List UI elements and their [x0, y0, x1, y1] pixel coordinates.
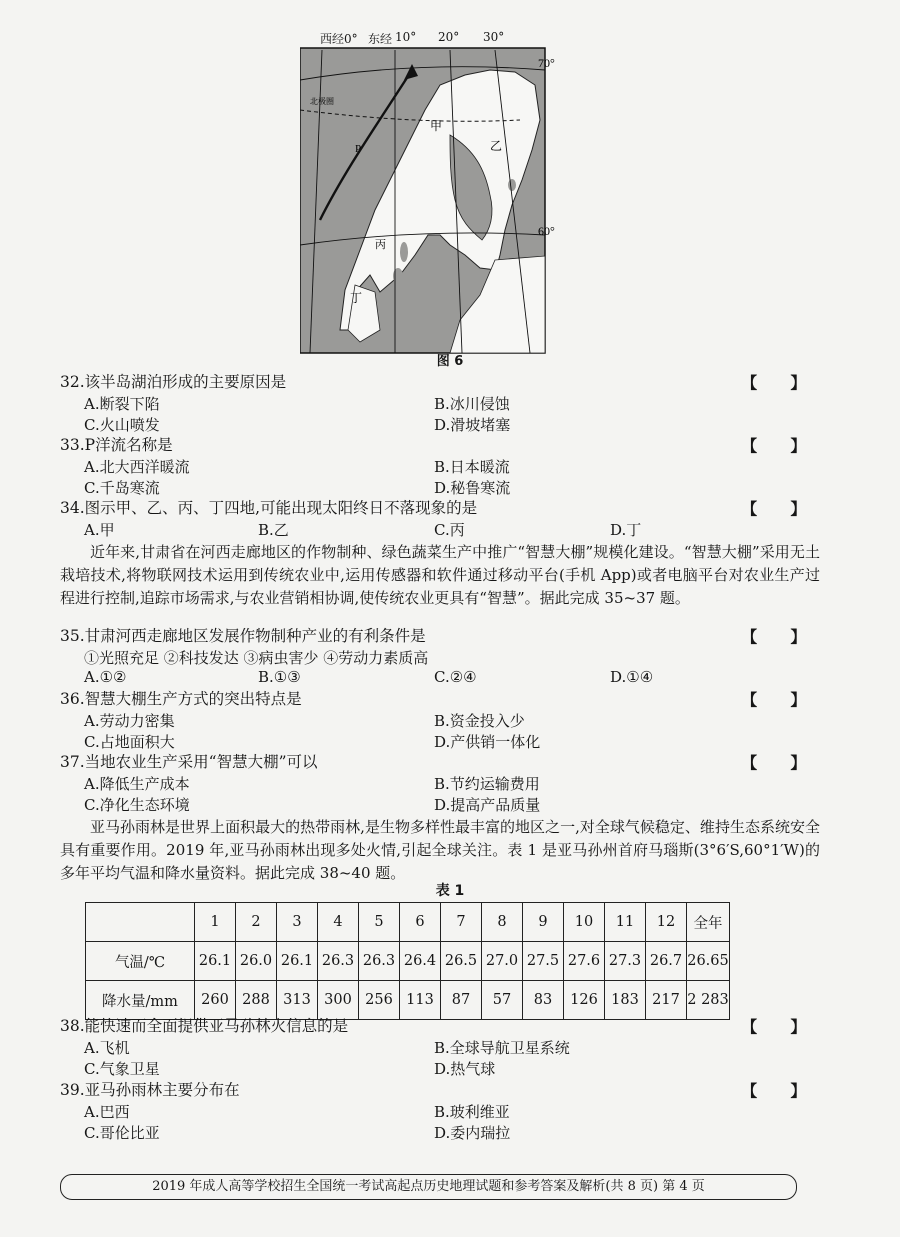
precipitation-row: [86, 981, 730, 1020]
lat-70-label: 70°: [538, 56, 555, 70]
question-stem: 36.智慧大棚生产方式的突出特点是: [60, 690, 302, 708]
row-label: 降水量/mm: [86, 981, 195, 1020]
option-c[interactable]: C.丙: [434, 521, 465, 539]
month-header: 1: [195, 903, 236, 942]
question-stem: 33.P洋流名称是: [60, 436, 173, 454]
statement-list: ①光照充足 ②科技发达 ③病虫害少 ④劳动力素质高: [84, 649, 429, 667]
question-34: [60, 498, 820, 519]
answer-bracket[interactable]: 【 】: [741, 373, 820, 392]
table-cell: 288: [236, 981, 277, 1020]
month-header: 8: [482, 903, 523, 942]
climate-table: [85, 902, 730, 1020]
answer-bracket[interactable]: 【 】: [741, 627, 820, 646]
table-cell: 26.1: [277, 942, 318, 981]
question-32: [60, 372, 820, 393]
figure-caption: 图 6: [436, 354, 464, 369]
table-cell: 113: [400, 981, 441, 1020]
option-b[interactable]: B.日本暖流: [434, 458, 510, 476]
label-p: P: [355, 143, 362, 155]
option-a[interactable]: A.①②: [84, 668, 127, 686]
map-svg: [300, 30, 570, 370]
answer-bracket[interactable]: 【 】: [741, 753, 820, 772]
month-header: 3: [277, 903, 318, 942]
month-header: 4: [318, 903, 359, 942]
option-c[interactable]: C.气象卫星: [84, 1060, 160, 1078]
arctic-circle-label: 北极圈: [310, 97, 334, 106]
question-stem: 35.甘肃河西走廊地区发展作物制种产业的有利条件是: [60, 627, 426, 645]
table-cell: 27.3: [605, 942, 646, 981]
table-cell: 27.6: [564, 942, 605, 981]
option-a[interactable]: A.甲: [84, 521, 115, 539]
lake: [400, 242, 408, 262]
option-d[interactable]: D.委内瑞拉: [434, 1124, 511, 1142]
answer-bracket[interactable]: 【 】: [741, 436, 820, 455]
option-b[interactable]: B.全球导航卫星系统: [434, 1039, 570, 1057]
option-b[interactable]: B.乙: [258, 521, 289, 539]
month-header: 2: [236, 903, 277, 942]
month-header: 7: [441, 903, 482, 942]
lon-20-label: 20°: [438, 30, 460, 44]
table-header-row: [86, 903, 730, 942]
option-b[interactable]: B.节约运输费用: [434, 775, 540, 793]
question-stem: 32.该半岛湖泊形成的主要原因是: [60, 373, 287, 391]
table-cell: 87: [441, 981, 482, 1020]
question-stem: 38.能快速而全面提供亚马孙林火信息的是: [60, 1017, 349, 1035]
table-cell: 26.3: [318, 942, 359, 981]
table-cell: 313: [277, 981, 318, 1020]
label-bing: 丙: [375, 238, 386, 251]
table-cell: 260: [195, 981, 236, 1020]
table-cell: 26.65: [687, 942, 730, 981]
month-header: 全年: [687, 903, 730, 942]
table-cell: 83: [523, 981, 564, 1020]
lake: [519, 205, 525, 215]
lon-0-label: 西经0°: [320, 32, 358, 46]
table-cell: 126: [564, 981, 605, 1020]
option-c[interactable]: C.净化生态环境: [84, 796, 190, 814]
option-b[interactable]: B.①③: [258, 668, 301, 686]
option-c[interactable]: C.火山喷发: [84, 416, 160, 434]
question-39: [60, 1080, 820, 1101]
option-b[interactable]: B.资金投入少: [434, 712, 525, 730]
option-d[interactable]: D.滑坡堵塞: [434, 416, 511, 434]
table-cell: 27.0: [482, 942, 523, 981]
option-c[interactable]: C.千岛寒流: [84, 479, 160, 497]
lon-10-label: 10°: [395, 30, 417, 44]
answer-bracket[interactable]: 【 】: [741, 690, 820, 709]
table-cell: 256: [359, 981, 400, 1020]
question-stem: 34.图示甲、乙、丙、丁四地,可能出现太阳终日不落现象的是: [60, 499, 478, 517]
answer-bracket[interactable]: 【 】: [741, 1017, 820, 1036]
table-cell: 300: [318, 981, 359, 1020]
question-38: [60, 1016, 820, 1037]
question-37: [60, 752, 820, 773]
row-label: 气温/℃: [86, 942, 195, 981]
temperature-row: [86, 942, 730, 981]
lon-east-label: 东经: [368, 32, 393, 46]
option-d[interactable]: D.热气球: [434, 1060, 496, 1078]
option-d[interactable]: D.提高产品质量: [434, 796, 541, 814]
option-c[interactable]: C.占地面积大: [84, 733, 175, 751]
option-d[interactable]: D.①④: [610, 668, 654, 686]
option-b[interactable]: B.玻利维亚: [434, 1103, 510, 1121]
month-header: 6: [400, 903, 441, 942]
table-cell: 57: [482, 981, 523, 1020]
table-cell: 2 283: [687, 981, 730, 1020]
option-a[interactable]: A.北大西洋暖流: [84, 458, 190, 476]
table-cell: 26.3: [359, 942, 400, 981]
scandinavia-map: [300, 30, 570, 370]
passage-smart-greenhouse: 近年来,甘肃省在河西走廊地区的作物制种、绿色蔬菜生产中推广“智慧大棚”规模化建设。“智慧大棚”采用无土栽培技术,将物联网技术运用到传统农业中,运用传感器和软件通过移动平台(手机 App)或者电脑平台对农业生产过程进行控制,追踪市场需求,与农业营销相协调,使传统农业更具有“智慧”。据此完成 35~37 题。: [60, 543, 820, 607]
label-yi: 乙: [490, 139, 503, 153]
table-title: 表 1: [435, 883, 465, 899]
month-header: 12: [646, 903, 687, 942]
question-stem: 37.当地农业生产采用“智慧大棚”可以: [60, 753, 318, 771]
option-a[interactable]: A.巴西: [84, 1103, 130, 1121]
option-d[interactable]: D.产供销一体化: [434, 733, 541, 751]
lake: [508, 179, 516, 191]
lake: [393, 268, 403, 284]
question-36: [60, 689, 820, 710]
table-cell: 183: [605, 981, 646, 1020]
option-c[interactable]: C.②④: [434, 668, 477, 686]
table-cell: 26.7: [646, 942, 687, 981]
label-jia: 甲: [430, 119, 443, 133]
option-b[interactable]: B.冰川侵蚀: [434, 395, 510, 413]
answer-bracket[interactable]: 【 】: [741, 499, 820, 518]
question-35: [60, 626, 820, 647]
question-33: [60, 435, 820, 456]
month-header: 5: [359, 903, 400, 942]
table-cell: 217: [646, 981, 687, 1020]
table-cell: 27.5: [523, 942, 564, 981]
option-a[interactable]: A.飞机: [84, 1039, 130, 1057]
table-cell: 26.1: [195, 942, 236, 981]
option-c[interactable]: C.哥伦比亚: [84, 1124, 160, 1142]
option-a[interactable]: A.劳动力密集: [84, 712, 175, 730]
table-cell: 26.4: [400, 942, 441, 981]
month-header: 11: [605, 903, 646, 942]
question-stem: 39.亚马孙雨林主要分布在: [60, 1081, 240, 1099]
page-footer: 2019 年成人高等学校招生全国统一考试高起点历史地理试题和参考答案及解析(共 8 页) 第 4 页: [60, 1174, 797, 1200]
table-corner-cell: [86, 903, 195, 942]
table-cell: 26.0: [236, 942, 277, 981]
passage-amazon: 亚马孙雨林是世界上面积最大的热带雨林,是生物多样性最丰富的地区之一,对全球气候稳定、维持生态系统安全具有重要作用。2019 年,亚马孙雨林出现多处火情,引起全球关注。表 1 是亚马孙州首府马瑙斯(3°6′S,60°1′W)的多年平均气温和降水量资料。据此完成 38~40 题。: [60, 818, 820, 882]
label-ding: 丁: [350, 291, 363, 305]
lat-60-label: 60°: [538, 224, 555, 238]
option-a[interactable]: A.断裂下陷: [84, 395, 160, 413]
month-header: 9: [523, 903, 564, 942]
lon-30-label: 30°: [483, 30, 505, 44]
option-d[interactable]: D.秘鲁寒流: [434, 479, 511, 497]
month-header: 10: [564, 903, 605, 942]
option-a[interactable]: A.降低生产成本: [84, 775, 190, 793]
option-d[interactable]: D.丁: [610, 521, 642, 539]
table-cell: 26.5: [441, 942, 482, 981]
answer-bracket[interactable]: 【 】: [741, 1081, 820, 1100]
